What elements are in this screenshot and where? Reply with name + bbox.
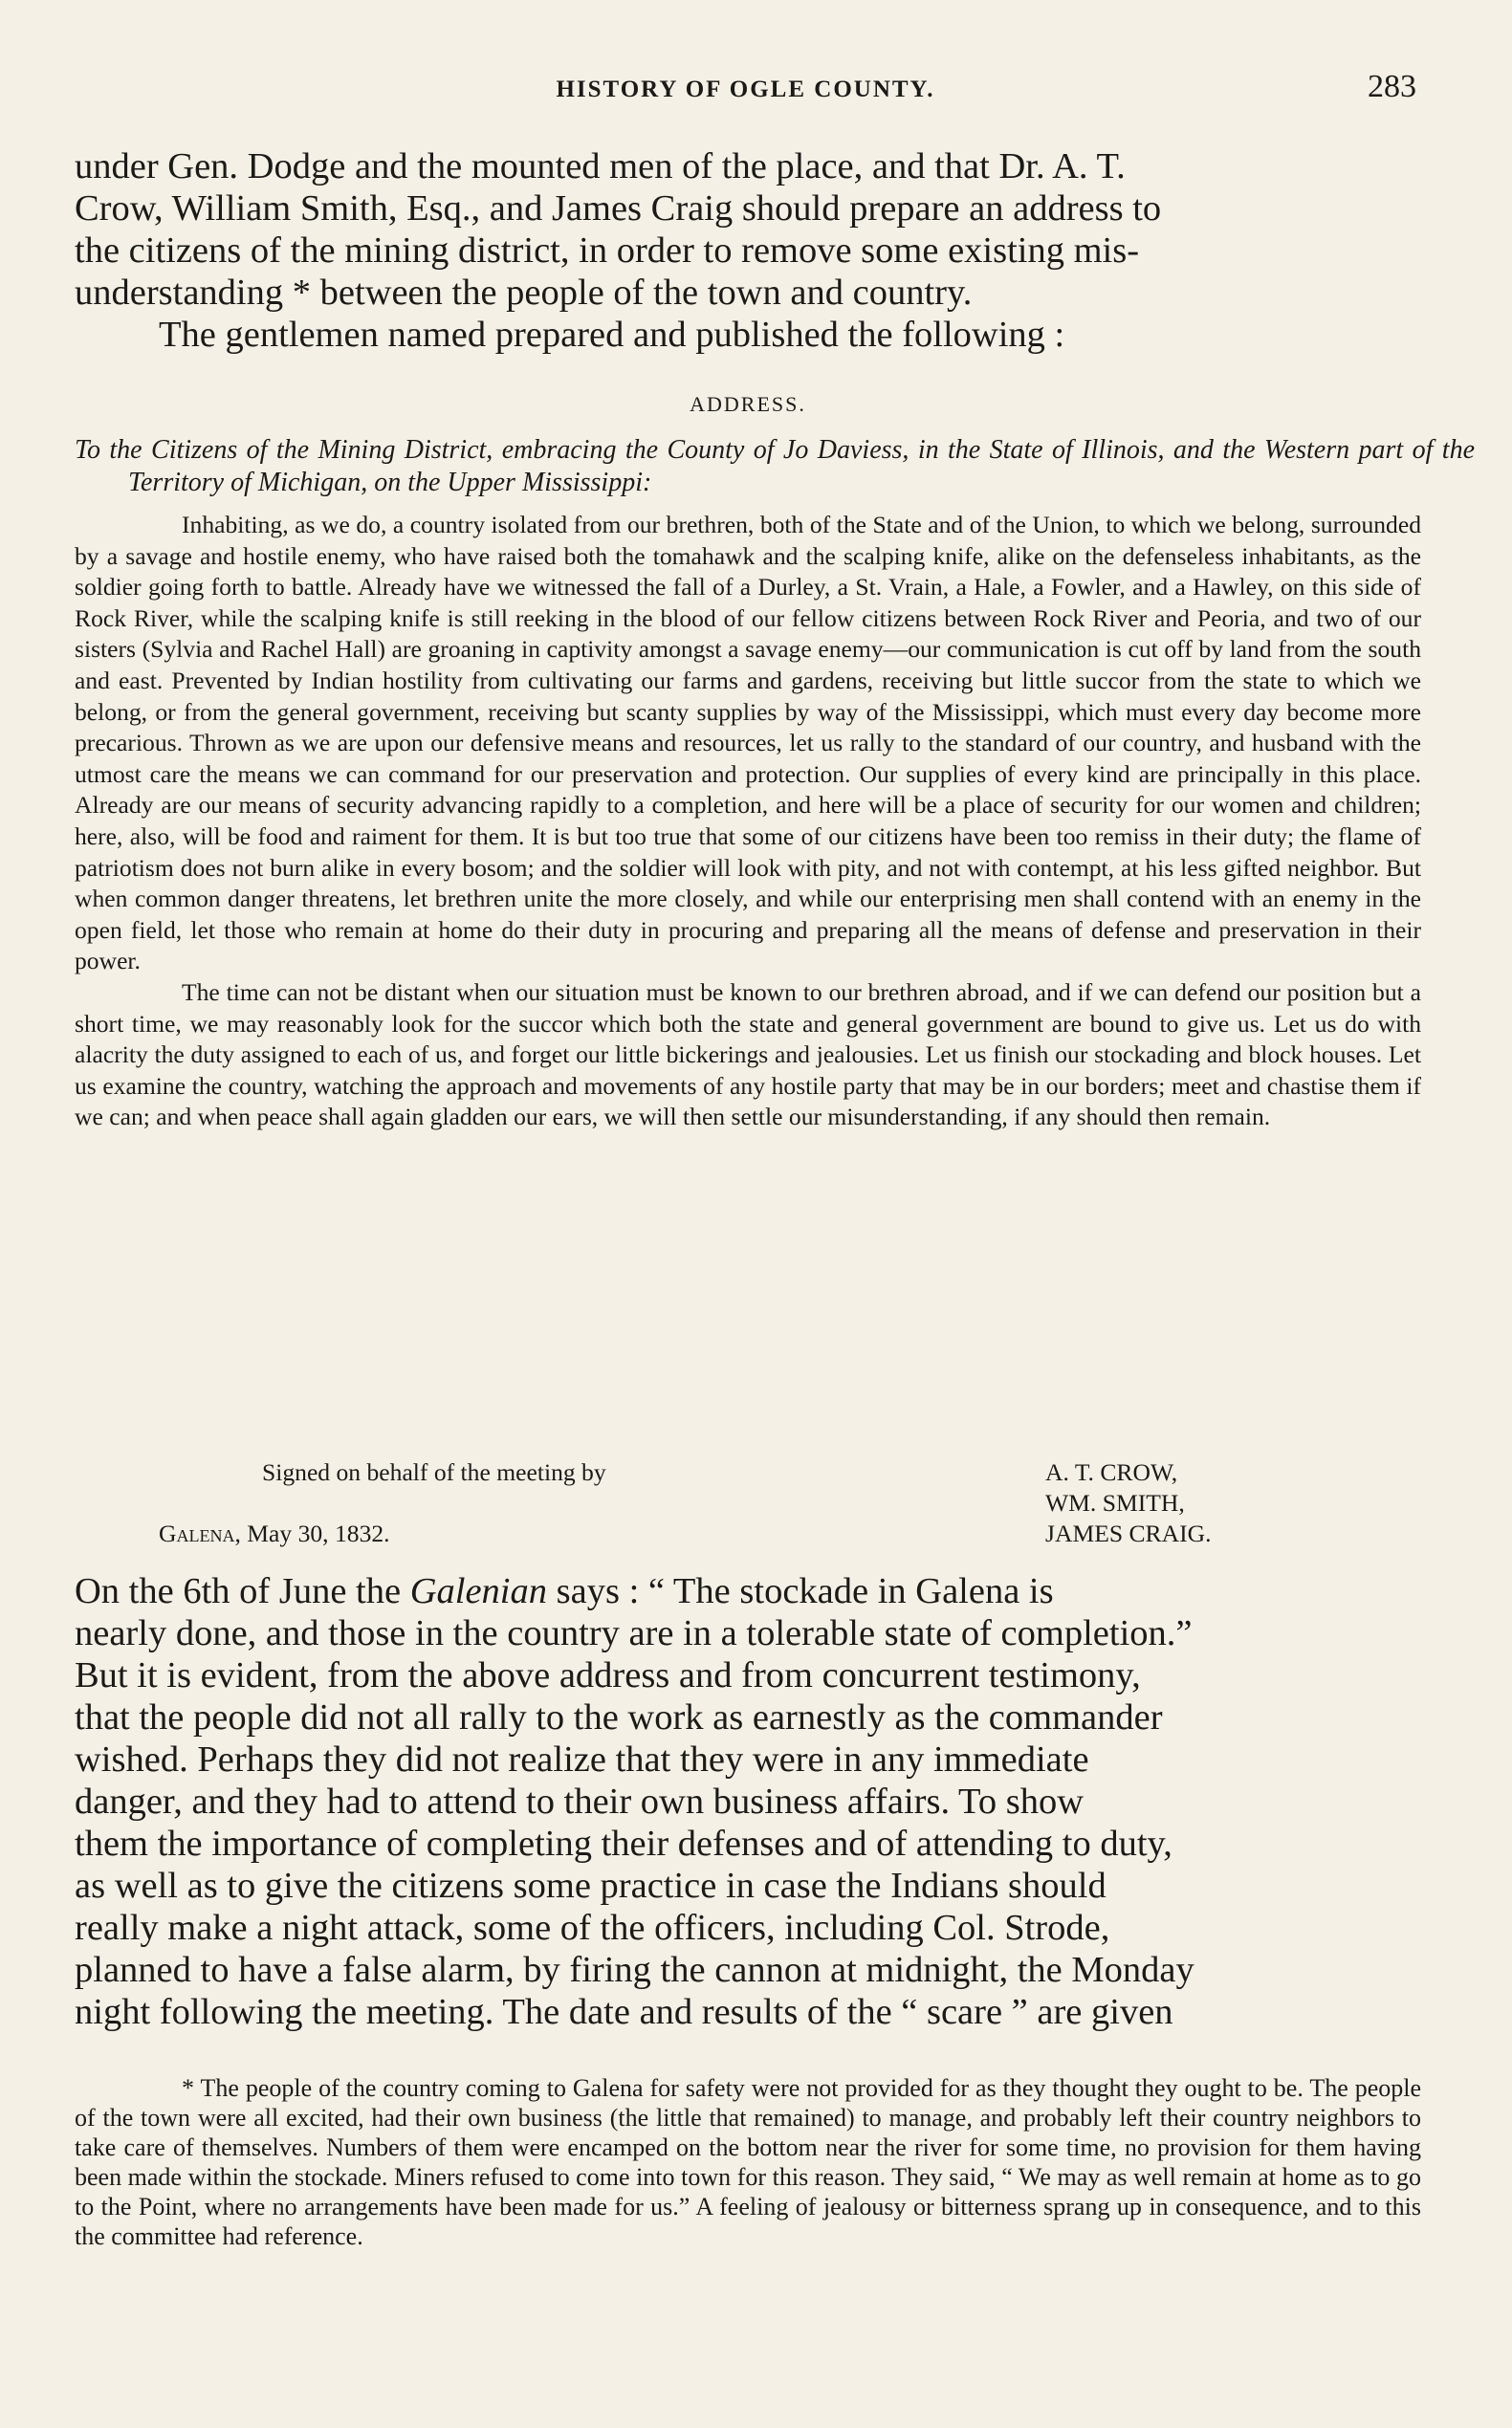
address-paragraph-2: The time can not be distant when our situation must be known to our brethren abroad, and if we can defend our position but a short time, we may reasonably look for the succor which both the state and general government are bound to give us. Let us do with alacrity the duty assigned to each of us, and forget our little bickerings and jealousies. Let us finish our stockading and block houses. Let us examine the country, watching the approach and movements of any hostile party that may be in our borders; meet and chastise them if we can; and when peace shall again gladden our ears, we will then settle our misunderstanding, if any should then remain. xyxy=(75,977,1421,1131)
body-line: them the importance of completing their defenses and of attending to duty, xyxy=(75,1824,1172,1864)
running-header xyxy=(75,69,1416,107)
address-body xyxy=(75,510,1421,1133)
dateline xyxy=(159,1519,390,1549)
body-line: that the people did not all rally to the work as earnestly as the commander xyxy=(75,1697,1163,1738)
signed-on-behalf: Signed on behalf of the meeting by xyxy=(262,1458,606,1486)
footnote-text: * The people of the country coming to Galena for safety were not provided for as they thought they ought to be. The people of the town were all excited, had their own business (the little that remained) to manage, and probably left their country neighbors to take care of themselves. Numbers of them were encamped on the bottom near the river for some time, no provision for them having been made within the stockade. Miners refused to come into town for this reason. They said, “ We may as well remain at home as to go to the Point, where no arrangements have been made for us.” A feeling of jealousy or bitterness sprang up in consequence, and to this the committee had reference. xyxy=(75,2074,1421,2250)
body-line: as well as to give the citizens some practice in case the Indians should xyxy=(75,1866,1107,1906)
body-line: danger, and they had to attend to their own business affairs. To show xyxy=(75,1782,1085,1822)
body-line: night following the meeting. The date and results of the “ scare ” are given xyxy=(75,1992,1173,2032)
intro-paragraph xyxy=(75,145,1421,356)
signature-block xyxy=(75,1457,1421,1549)
intro-line: Crow, William Smith, Esq., and James Craig should prepare an address to xyxy=(75,188,1162,229)
body-line: nearly done, and those in the country are in a tolerable state of completion.” xyxy=(75,1613,1193,1653)
signer-smith: WM. SMITH, xyxy=(1045,1489,1185,1517)
body-line: really make a night attack, some of the officers, including Col. Strode, xyxy=(75,1908,1110,1948)
intro-second-paragraph: The gentlemen named prepared and published the following : xyxy=(159,315,1065,355)
main-paragraph xyxy=(75,1570,1421,2033)
signer-crow: A. T. CROW, xyxy=(1045,1458,1178,1486)
body-line: planned to have a false alarm, by firing the cannon at midnight, the Monday xyxy=(75,1950,1194,1990)
intro-line: under Gen. Dodge and the mounted men of the place, and that Dr. A. T. xyxy=(75,146,1126,186)
intro-line: understanding * between the people of the town and country. xyxy=(75,273,973,313)
body-line: But it is evident, from the above address and from concurrent testimony, xyxy=(75,1655,1141,1695)
dateline-date: , May 30, 1832. xyxy=(234,1520,390,1547)
body-line: wished. Perhaps they did not realize that they were in any immediate xyxy=(75,1739,1089,1780)
body-line: On the 6th of June the Galenian says : “ The stockade in Galena is xyxy=(75,1571,1054,1611)
newspaper-name: Galenian xyxy=(409,1571,548,1611)
dateline-place: Galena xyxy=(159,1520,235,1547)
intro-line: the citizens of the mining district, in order to remove some existing mis- xyxy=(75,230,1140,271)
running-title: HISTORY OF OGLE COUNTY. xyxy=(556,77,935,102)
signer-craig: JAMES CRAIG. xyxy=(1045,1520,1212,1547)
address-heading: ADDRESS. xyxy=(690,392,806,416)
address-paragraph-1: Inhabiting, as we do, a country isolated from our brethren, both of the State and of the Union, to which we belong, surrounded by a savage and hostile enemy, who have raised both the tomahawk and the scalping knife, alike on the defenseless inhabitants, as the soldier going forth to battle. Already have we witnessed the fall of a Durley, a St. Vrain, a Hale, a Fowler, and a Hawley, on this side of Rock River, while the scalping knife is still reeking in the blood of our fellow citizens between Rock River and Peoria, and two of our sisters (Sylvia and Rachel Hall) are groaning in captivity amongst a savage enemy—our communication is cut off by land from the south and east. Prevented by Indian hostility from cultivating our farms and gardens, receiving but little succor from the state to which we belong, or from the general government, receiving but scanty supplies by way of the Mississippi, which must every day become more precarious. Thrown as we are upon our defensive means and resources, let us rally to the standard of our country, and husband with the utmost care the means we can command for our preservation and protection. Our supplies of every kind are principally in this place. Already are our means of security advancing rapidly to a completion, and here will be a place of security for our women and children; here, also, will be food and raiment for them. It is but too true that some of our citizens have been too remiss in their duty; the flame of patriotism does not burn alike in every bosom; and the soldier will look with pity, and not with contempt, at his less gifted neighbor. But when common danger threatens, let brethren unite the more closely, and while our enterprising men shall contend with an enemy in the open field, let those who remain at home do their duty in procuring and preparing all the means of defense and preservation in their power. xyxy=(75,511,1421,975)
address-salutation: To the Citizens of the Mining District, embracing the County of Jo Daviess, in the State of Illinois, and the Western part of the Territory of Michigan, on the Upper Mississippi: xyxy=(75,435,1475,497)
footnote xyxy=(75,2073,1421,2251)
page-number: 283 xyxy=(1368,69,1416,104)
